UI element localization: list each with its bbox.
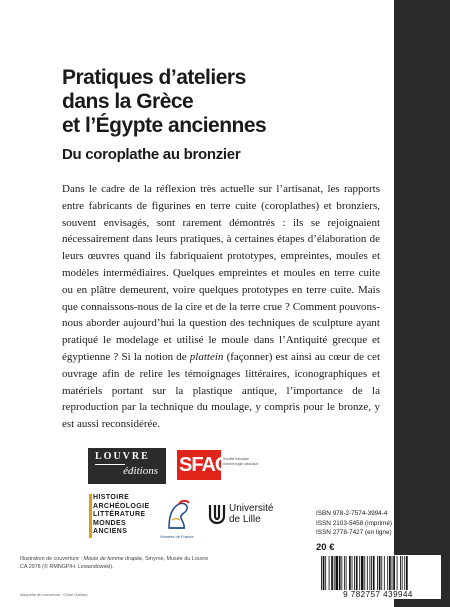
barcode-bar <box>400 556 401 590</box>
louvre-editions-logo <box>88 448 166 484</box>
barcode-bar <box>341 556 342 590</box>
barcode-bar <box>404 556 405 590</box>
barcode-bar <box>325 556 326 590</box>
blurb-text-2: (façonner) est ainsi au cœur de cet ouvrage afin de relire les témoignages littéraires, iconographiques et matériels portant sur la plastique antique, l’importance de la reproduction par la technique du moulage, y compris pour le bronze, y est aussi reconsidérée. <box>62 350 380 431</box>
hal-logo-bar <box>89 494 92 538</box>
hal-logo-row-5: ANCIENS <box>93 528 128 535</box>
barcode-bar <box>361 556 364 590</box>
barcode-bar <box>402 556 403 590</box>
credit-rest: , Smyrne, Musée du Louvre CA 2978 (© RMNGP/H. Lewandowski). <box>20 556 209 570</box>
title-line-2: dans la Grèce <box>62 90 194 113</box>
barcode-bar <box>379 556 381 590</box>
barcode-digits: 9 782757 439944 <box>343 590 413 599</box>
blurb <box>62 181 380 433</box>
hal-logo-row-4: MONDES <box>93 519 127 527</box>
musees-logo-caption: Musées de France <box>160 534 194 539</box>
barcode-bar <box>364 556 365 590</box>
louvre-logo-line2: éditions <box>123 465 158 477</box>
barcode-bar <box>344 556 345 590</box>
ulille-logo-text <box>229 503 273 525</box>
barcode-bar <box>352 556 353 590</box>
marianne-icon <box>157 494 197 534</box>
louvre-logo-line1: LOUVRE <box>95 451 150 462</box>
barcode-bar <box>359 556 360 590</box>
barcode-bar <box>397 556 398 590</box>
book-title <box>62 66 352 138</box>
title-line-3: et l’Égypte anciennes <box>62 114 267 137</box>
barcode-bar <box>387 556 388 590</box>
barcode-bar <box>373 556 375 590</box>
sfac-logo-tagline: Société française d’archéologie classique <box>223 457 259 466</box>
barcode-bar <box>349 556 351 590</box>
barcode-bar <box>384 556 385 590</box>
barcode-bar <box>354 556 355 590</box>
blurb-italic-word: plattein <box>189 350 224 363</box>
issn-online: ISSN 2778-7427 (en ligne) <box>316 529 392 536</box>
ulille-logo-line1: Université <box>229 503 274 514</box>
barcode-bar <box>371 556 372 590</box>
barcode-bar <box>346 556 347 590</box>
hal-logo-row-3: LITTÉRATURE <box>93 511 146 518</box>
barcode-bar <box>334 556 335 590</box>
musees-de-france-logo <box>157 494 197 542</box>
barcode-bar <box>367 556 368 590</box>
cover-design-credit: Maquette de couverture : Chloé Gaillard <box>20 593 88 597</box>
ulille-mark-icon <box>207 502 227 526</box>
barcode-bar <box>393 556 395 590</box>
barcode-bar <box>323 556 325 590</box>
issn-print: ISSN 2103-5458 (imprimé) <box>316 519 393 527</box>
universite-de-lille-logo <box>207 500 274 530</box>
credit-italic: Moule de femme drapée <box>83 556 142 562</box>
hal-logo-row-2: ARCHÉOLOGIE <box>93 502 150 510</box>
barcode-bar <box>389 556 391 590</box>
barcode-bar <box>329 556 330 590</box>
cover-illustration-credit <box>20 555 210 571</box>
barcode-bar <box>335 556 338 590</box>
ulille-logo-line2: de Lille <box>229 514 261 525</box>
isbn-number: ISBN 978-2-7574-3994-4 <box>316 510 388 517</box>
barcode-bar <box>356 556 358 590</box>
louvre-logo-rule <box>95 464 125 465</box>
barcode-bars <box>315 555 441 591</box>
barcode-bar <box>377 556 378 590</box>
barcode-bar <box>369 556 370 590</box>
blurb-paragraph <box>62 181 380 433</box>
title-line-1: Pratiques d’ateliers <box>62 66 246 89</box>
barcode-bar <box>406 556 408 590</box>
barcode-bar <box>392 556 393 590</box>
credit-prefix: Illustration de couverture : <box>20 556 84 562</box>
book-subtitle: Du coroplathe au bronzier <box>62 146 241 163</box>
sfac-logo-word: SFAC <box>179 454 229 476</box>
barcode-bar <box>339 556 341 590</box>
sfac-logo <box>177 450 259 480</box>
hal-logo-row-1: HISTOIRE <box>93 494 130 501</box>
blurb-text-1: Dans le cadre de la réflexion très actuelle sur l’artisanat, les rapports entre fabricants de figurines en terre cuite (coroplathes) et bronziers, souvent envisagés, sont rarement démontrés : ils se rejoignaient nécessairement dans leurs pratiques, à certaines étapes d’élaboration de leurs œuvres quand ils fabriquaient prototypes, empreintes, moules et modèles intermédiaires. Quelques empreintes et moules en terre cuite ou en plâtre demeurent, voire quelques prototypes en terre cuite. Mais que connaissons-nous de la cire et de la terre crue ? Comment pouvons-nous aborder aujourd’hui la question des techniques de sculpture ayant pratiqué le modelage et utilisé le moule dans l’Antiquité grecque et égyptienne ? Si la notion de <box>62 183 380 363</box>
barcode-bar <box>331 556 333 590</box>
barcode-bar <box>381 556 382 590</box>
isbn-block <box>316 509 436 538</box>
barcode-bar <box>321 556 322 590</box>
price-label: 20 € <box>316 542 335 553</box>
barcode <box>315 555 441 599</box>
hal-mondes-anciens-logo <box>93 494 155 542</box>
